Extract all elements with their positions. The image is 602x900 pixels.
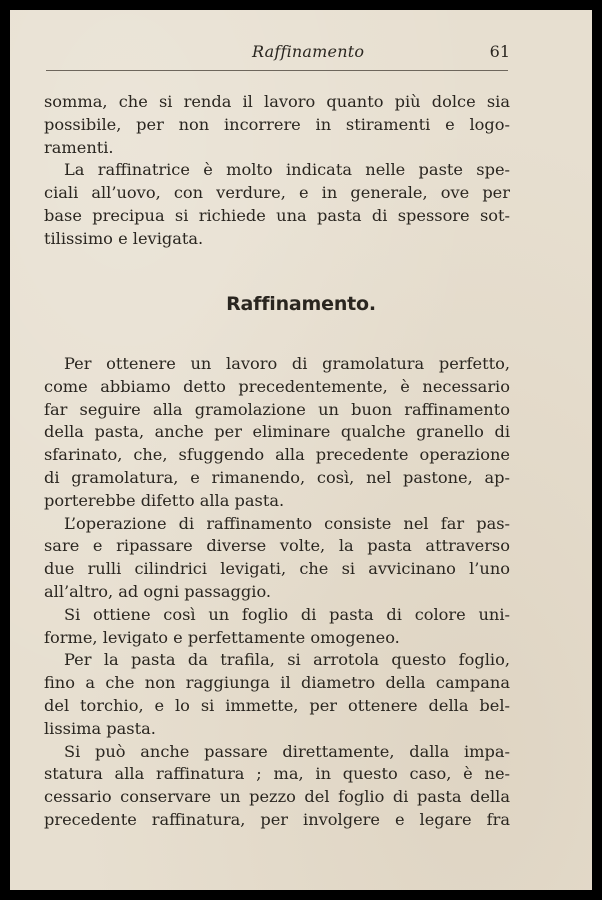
text-line: tilissimo e levigata. <box>44 228 204 248</box>
text-line: all’altro, ad ogni passaggio. <box>44 581 272 601</box>
text-line: precedente raffinatura, per involgere e legare fra <box>44 809 510 829</box>
text-line: di gramolatura, e rimanendo, così, nel pastone, ap- <box>44 467 510 487</box>
text-line: Si ottiene così un foglio di pasta di colore uni- <box>64 604 510 624</box>
text-line: come abbiamo detto precedentemente, è necessario <box>44 376 510 396</box>
text-line: possibile, per non incorrere in stiramenti e logo- <box>44 114 510 134</box>
text-line: fino a che non raggiunga il diametro della campana <box>44 673 510 693</box>
text-line: ramenti. <box>44 137 114 157</box>
paragraph-block-1 <box>44 91 510 251</box>
section-heading: Raffinamento. <box>226 293 376 315</box>
text-line: La raffinatrice è molto indicata nelle paste spe- <box>64 160 510 180</box>
page-number: 61 <box>489 42 510 61</box>
text-line: Si può anche passare direttamente, dalla impa- <box>64 741 510 761</box>
text-line: cessario conservare un pezzo del foglio di pasta della <box>44 787 510 807</box>
running-head <box>46 42 508 71</box>
text-line: sfarinato, che, sfuggendo alla precedente operazione <box>44 445 510 465</box>
text-line: statura alla raffinatura ; ma, in questo caso, è ne- <box>44 764 510 784</box>
text-line: del torchio, e lo si immette, per ottenere della bel- <box>44 695 510 715</box>
text-line: della pasta, anche per eliminare qualche granello di <box>44 422 510 442</box>
text-line: due rulli cilindrici levigati, che si avvicinano l’uno <box>44 559 510 579</box>
text-line: sare e ripassare diverse volte, la pasta attraverso <box>44 536 510 556</box>
text-line: porterebbe difetto alla pasta. <box>44 490 285 510</box>
text-line: base precipua si richiede una pasta di spessore sot- <box>44 205 510 225</box>
running-title: Raffinamento <box>252 42 365 61</box>
text-line: Per la pasta da trafila, si arrotola questo foglio, <box>64 650 510 670</box>
text-line: far seguire alla gramolazione un buon raffinamento <box>44 399 510 419</box>
text-line: Per ottenere un lavoro di gramolatura perfetto, <box>64 354 510 373</box>
paragraph-block-2 <box>44 353 510 832</box>
text-line: forme, levigato e perfettamente omogeneo. <box>44 627 400 647</box>
book-page <box>10 10 592 890</box>
text-line: somma, che si renda il lavoro quanto più dolce sia <box>44 92 510 111</box>
text-line: ciali all’uovo, con verdure, e in generale, ove per <box>44 183 510 203</box>
text-line: lissima pasta. <box>44 718 156 738</box>
text-line: L’operazione di raffinamento consiste nel far pas- <box>64 513 510 533</box>
